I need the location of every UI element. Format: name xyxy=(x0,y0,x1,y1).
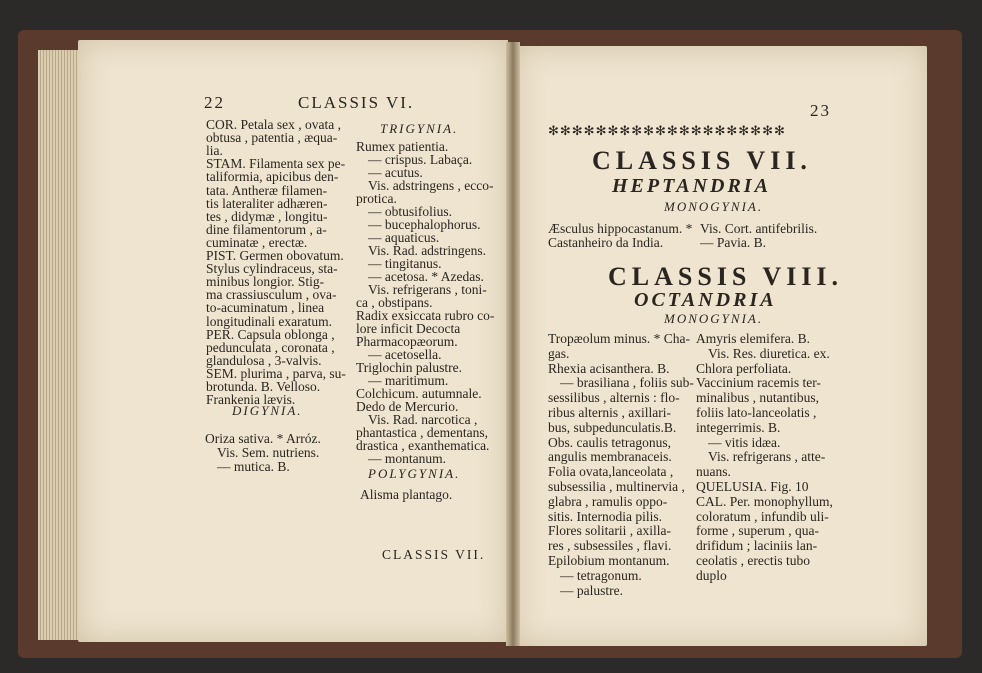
text-line: Rumex patientia. xyxy=(356,139,449,154)
text-line: coloratum , infundib uli- xyxy=(696,508,829,524)
text-line: — tetragonum. xyxy=(560,567,642,583)
text-line: Vis. refrigerans , atte- xyxy=(708,449,826,465)
text-line: longitudinali exaratum. xyxy=(206,313,332,329)
text-line: glandulosa , 3-valvis. xyxy=(206,352,322,368)
text-line: Vis. Sem. nutriens. xyxy=(217,445,320,460)
text-line: Vis. refrigerans , toni- xyxy=(368,282,487,297)
text-line: — acetosella. xyxy=(368,347,442,362)
text-line: drifidum ; laciniis lan- xyxy=(696,538,818,554)
text-line: Obs. caulis tetragonus, xyxy=(548,434,671,450)
text-line: tes , didymæ , longitu- xyxy=(206,208,328,224)
text-line: glabra , ramulis oppo- xyxy=(548,493,668,509)
text-line: forme , superum , qua- xyxy=(696,523,819,539)
text-line: drastica , exanthematica. xyxy=(356,438,490,453)
text-line: brotunda. B. Velloso. xyxy=(206,379,321,394)
text-line: bus, subpedunculatis.B. xyxy=(548,419,677,435)
text-line: ceolatis , erectis tubo xyxy=(696,553,810,568)
digynia-heading: DIGYNIA. xyxy=(232,403,303,418)
class7-subtitle: HEPTANDRIA xyxy=(612,175,771,197)
text-line: — vitis idæa. xyxy=(708,434,781,450)
class7-title: CLASSIS VII. xyxy=(592,146,812,175)
class8-order: MONOGYNIA. xyxy=(664,311,764,326)
text-line: tata. Antheræ filamen- xyxy=(206,182,328,198)
text-line: dine filamentorum , a- xyxy=(206,221,327,237)
text-line: PER. Capsula oblonga , xyxy=(206,326,335,342)
text-line: Stylus cylindraceus, sta- xyxy=(206,261,338,277)
text-line: duplo xyxy=(696,567,727,583)
text-line: — palustre. xyxy=(560,582,623,598)
text-line: Oriza sativa. * Arróz. xyxy=(205,431,321,446)
text-line: Pharmacopæorum. xyxy=(356,334,458,349)
left-page-number: 22 xyxy=(204,93,225,112)
text-line: COR. Petala sex , ovata , xyxy=(206,117,341,132)
text-line: lore inficit Decocta xyxy=(356,321,461,336)
class8-title: CLASSIS VIII. xyxy=(608,262,844,291)
text-line: nuans. xyxy=(696,464,731,480)
text-line: minibus longior. Stig- xyxy=(206,274,325,290)
text-line: subsessilia , multinervia , xyxy=(548,479,685,494)
text-line: gas. xyxy=(548,345,570,361)
text-line: Vis. Rad. adstringens. xyxy=(368,243,487,258)
text-line: Triglochin palustre. xyxy=(356,360,462,375)
text-line: — obtusifolius. xyxy=(368,204,453,219)
text-line: CAL. Per. monophyllum, xyxy=(696,493,833,509)
page-edges xyxy=(38,50,82,640)
text-line: Castanheiro da India. xyxy=(548,235,664,250)
ornament-band: ✻✻✻✻✻✻✻✻✻✻✻✻✻✻✻✻✻✻✻✻ xyxy=(548,123,786,138)
text-line: Æsculus hippocastanum. * xyxy=(548,221,693,236)
text-line: Vis. adstringens , ecco- xyxy=(368,178,494,193)
text-line: ca , obstipans. xyxy=(356,295,433,310)
text-line: lia. xyxy=(206,143,223,159)
text-line: foliis lato-lanceolatis , xyxy=(696,405,817,420)
polygynia-heading: POLYGYNIA. xyxy=(368,466,461,481)
text-line: — aquaticus. xyxy=(368,230,440,245)
catchword: CLASSIS VII. xyxy=(382,547,486,562)
text-line: Vis. Cort. antifebrilis. xyxy=(700,221,818,236)
text-line: to-acuminatum , linea xyxy=(206,300,325,316)
text-line: PIST. Germen obovatum. xyxy=(206,248,344,263)
text-line: protica. xyxy=(356,191,397,206)
text-line: cuminatæ , erectæ. xyxy=(206,234,308,250)
text-line: taliformia, apicibus den- xyxy=(206,169,339,185)
text-line: Vaccinium racemis ter- xyxy=(696,375,821,391)
text-line: — bucephalophorus. xyxy=(368,217,481,232)
text-line: — maritimum. xyxy=(368,373,449,388)
text-line: Radix exsiccata rubro co- xyxy=(356,308,495,323)
text-line: Alisma plantago. xyxy=(360,487,453,502)
text-line: integerrimis. B. xyxy=(696,419,781,435)
class8-subtitle: OCTANDRIA xyxy=(634,289,777,311)
right-page-number: 23 xyxy=(810,101,831,120)
trigynia-heading: TRIGYNIA. xyxy=(380,121,459,136)
text-line: — Pavia. B. xyxy=(700,235,766,250)
text-line: Folia ovata,lanceolata , xyxy=(548,464,674,480)
text-line: Rhexia acisanthera. B. xyxy=(548,360,670,376)
book-gutter xyxy=(506,42,520,646)
text-line: Tropæolum minus. * Cha- xyxy=(548,331,691,346)
text-line: sitis. Internodia pilis. xyxy=(548,508,662,524)
text-line: Vis. Res. diuretica. ex. xyxy=(708,345,830,361)
left-running-head: CLASSIS VI. xyxy=(298,93,415,112)
text-line: — montanum. xyxy=(368,451,446,466)
text-line: — mutica. B. xyxy=(217,459,290,474)
text-line: tis lateraliter adhæren- xyxy=(206,195,328,211)
text-line: QUELUSIA. Fig. 10 xyxy=(696,479,809,494)
text-line: — acutus. xyxy=(368,165,423,180)
text-line: Chlora perfoliata. xyxy=(696,360,792,376)
text-line: Frankenia lævis. xyxy=(206,392,296,408)
text-line: Epilobium montanum. xyxy=(548,553,670,568)
text-line: phantastica , dementans, xyxy=(356,425,488,440)
text-line: — acetosa. * Azedas. xyxy=(368,269,484,284)
text-line: Colchicum. autumnale. xyxy=(356,386,482,401)
text-line: res , subsessiles , flavi. xyxy=(548,538,672,554)
text-line: Amyris elemifera. B. xyxy=(696,331,810,346)
text-line: minalibus , nutantibus, xyxy=(696,390,819,406)
text-line: STAM. Filamenta sex pe- xyxy=(206,156,346,172)
text-line: Vis. Rad. narcotica , xyxy=(368,412,478,427)
text-line: — crispus. Labaça. xyxy=(368,152,473,167)
text-line: obtusa , patentia , æqua- xyxy=(206,130,338,146)
class7-order: MONOGYNIA. xyxy=(664,199,764,214)
text-line: ma crassiusculum , ova- xyxy=(206,287,337,303)
text-line: SEM. plurima , parva, su- xyxy=(206,365,346,381)
text-line: angulis membranaceis. xyxy=(548,449,672,465)
text-line: Dedo de Mercurio. xyxy=(356,399,459,414)
text-line: sessilibus , alternis : flo- xyxy=(548,390,680,406)
text-line: pedunculata , coronata , xyxy=(206,339,335,355)
text-line: Flores solitarii , axilla- xyxy=(548,523,671,539)
text-line: — brasiliana , foliis sub- xyxy=(560,375,694,391)
text-line: ribus alternis , axillari- xyxy=(548,405,671,420)
text-line: — tingitanus. xyxy=(368,256,442,271)
